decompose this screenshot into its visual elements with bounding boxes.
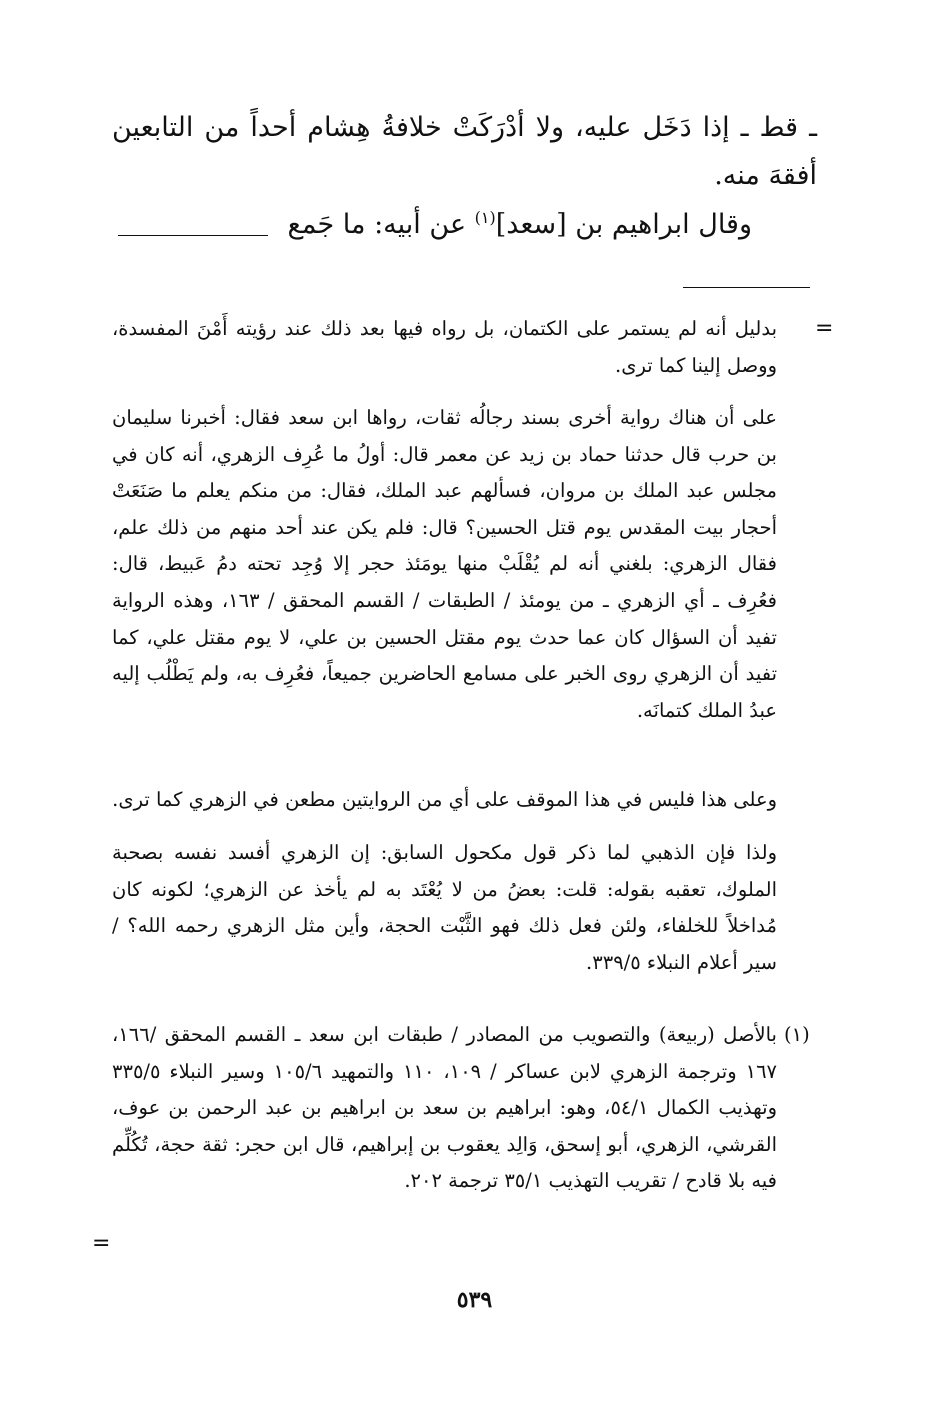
continuation-rule xyxy=(118,235,268,236)
footnote-number: (١) xyxy=(784,1023,810,1046)
main-text-last-line-text xyxy=(288,201,752,249)
page-number: ٥٣٩ xyxy=(456,1287,493,1313)
continuation-mark-top: = xyxy=(815,316,834,341)
main-text-last-line xyxy=(112,201,817,249)
main-text-paragraph xyxy=(112,104,817,200)
main-last-line-start: وقال ابراهيم بن [سعد] xyxy=(495,209,752,240)
footnote-reference: (١) xyxy=(474,208,496,227)
footnote-paragraph-4: ولذا فإن الذهبي لما ذكر قول مكحول السابق: إن الزهري أفسد نفسه بصحبة الملوك، تعقبه بقوله: قلت: بعضُ من لا يُعْتَد به لم يأخذ عن الزهري؛ لكونه كان مُداخلاً للخلفاء، ولئن فعل ذلك فهو الثَّبْت الحجة، وأين مثل الزهري رحمه الله؟ / سير أعلام النبلاء ٣٣٩/٥. xyxy=(112,841,777,974)
continuation-mark-bottom: = xyxy=(92,1231,111,1256)
footnote-paragraph-1: بدليل أنه لم يستمر على الكتمان، بل رواه فيها بعد ذلك عند رؤيته أَمْنَ المفسدة، ووصل إلينا كما ترى. xyxy=(112,317,777,377)
main-last-line-end: عن أبيه: ما جَمع xyxy=(287,209,475,240)
footnote-paragraph-2: على أن هناك رواية أخرى بسند رجالُه ثقات، رواها ابن سعد فقال: أخبرنا سليمان بن حرب قال حدثنا حماد بن زيد عن معمر قال: أولُ ما عُرِف الزهري، أنه كان في مجلس عبد الملك بن مروان، فسألهم عبد الملك، فقال: من منكم يعلم ما صَنَعَتْ أحجار بيت المقدس يوم قتل الحسين؟ قال: فلم يكن عند أحد منهم من ذلك علم، فقال الزهري: بلغني أنه لم يُقْلَبْ منها يومَئذ حجر إلا وُجِد تحته دمُ عَبيط، قال: فعُرِف ـ أي الزهري ـ من يومئذ / الطبقات / القسم المحقق / ١٦٣، وهذه الرواية تفيد أن السؤال كان عما حدث يوم مقتل الحسين بن علي، لا يوم مقتل علي، كما تفيد أن الزهري روى الخبر على مسامع الحاضرين جميعاً، فعُرِف به، ولم يَطْلُب إليه عبدُ الملك كتمانَه. xyxy=(112,406,777,722)
main-text-line: ـ قط ـ إذا دَخَل عليه، ولا أدْرَكَتْ خلافةُ هِشام أحداً من التابعين أفقهَ منه. xyxy=(112,112,817,191)
footnote-separator xyxy=(683,287,810,288)
footnote-1-text: بالأصل (ربيعة) والتصويب من المصادر / طبقات ابن سعد ـ القسم المحقق /١٦٦، ١٦٧ وترجمة الزهري لابن عساكر / ١٠٩، ١١٠ والتمهيد ١٠٥/٦ وسير النبلاء ٣٣٥/٥ وتهذيب الكمال ٥٤/١، وهو: ابراهيم بن سعد بن ابراهيم بن عبد الرحمن بن عوف، القرشي، الزهري، أبو إسحق، وَالِد يعقوب بن إبراهيم، قال ابن حجر: ثقة حجة، تُكُلِّم فيه بلا قادح / تقريب التهذيب ٣٥/١ ترجمة ٢٠٢. xyxy=(112,1023,778,1193)
footnote-paragraph-3: وعلى هذا فليس في هذا الموقف على أي من الروايتين مطعن في الزهري كما ترى. xyxy=(112,788,777,811)
